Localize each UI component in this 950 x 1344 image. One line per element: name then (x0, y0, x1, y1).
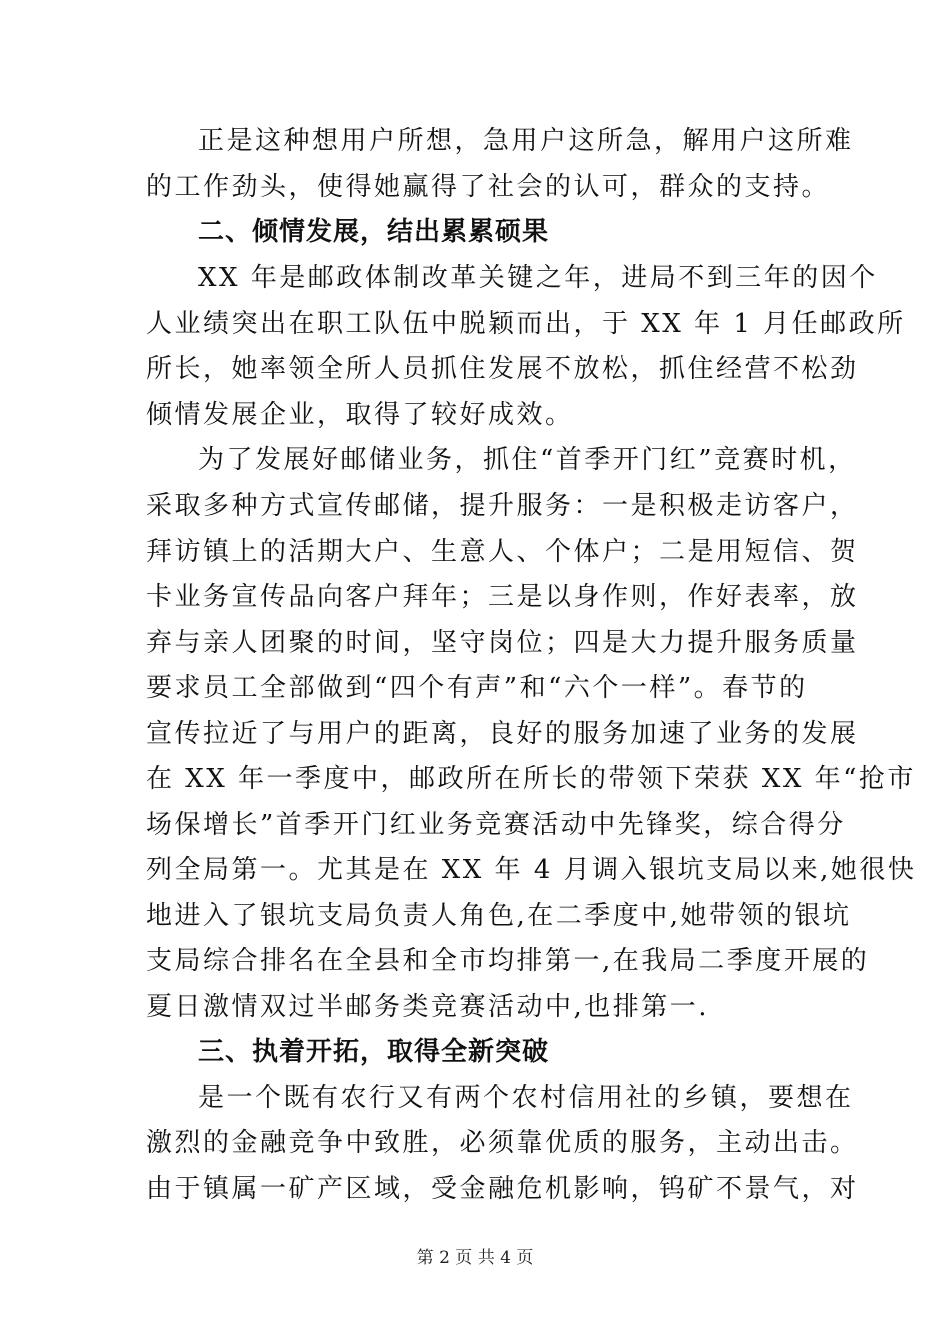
section-heading-2: 二、倾情发展，结出累累硕果 (198, 217, 550, 247)
paragraph-2-line-4: 倾情发展企业，取得了较好成效。 (146, 400, 574, 430)
paragraph-3-line-6: 要求员工全部做到“四个有声”和“六个一样”。春节的 (146, 673, 808, 703)
paragraph-3-line-12: 支局综合排名在全县和全市均排第一,在我局二季度开展的 (146, 946, 870, 976)
paragraph-3-line-1: 为了发展好邮储业务，抓住“首季开门红”竞赛时机， (198, 445, 857, 475)
paragraph-3-line-8: 在 XX 年一季度中，邮政所在所长的带领下荣获 XX 年“抢市 (146, 764, 916, 794)
paragraph-4-line-2: 激烈的金融竞争中致胜，必须靠优质的服务，主动出击。 (146, 1128, 859, 1158)
paragraph-3-line-9: 场保增长”首季开门红业务竞赛活动中先锋奖，综合得分 (146, 810, 846, 840)
paragraph-2-line-1: XX 年是邮政体制改革关键之年，进局不到三年的因个 (198, 263, 878, 293)
paragraph-4-line-1: 是一个既有农行又有两个农村信用社的乡镇，要想在 (198, 1083, 854, 1113)
paragraph-3-line-10: 列全局第一。尤其是在 XX 年 4 月调入银坑支局以来,她很快 (146, 855, 917, 885)
paragraph-3-line-2: 采取多种方式宣传邮储，提升服务：一是积极走访客户， (146, 491, 859, 521)
section-heading-3: 三、执着开拓，取得全新突破 (198, 1037, 550, 1067)
paragraph-3-line-4: 卡业务宣传品向客户拜年；三是以身作则，作好表率，放 (146, 582, 859, 612)
paragraph-3-line-7: 宣传拉近了与用户的距离，良好的服务加速了业务的发展 (146, 719, 859, 749)
paragraph-3-line-11: 地进入了银坑支局负责人角色,在二季度中,她带领的银坑 (146, 901, 852, 931)
paragraph-2-line-2: 人业绩突出在职工队伍中脱颖而出，于 XX 年 1 月任邮政所 (146, 309, 906, 339)
paragraph-3-line-13: 夏日激情双过半邮务类竞赛活动中,也排第一. (146, 992, 710, 1022)
paragraph-4-line-3: 由于镇属一矿产区域，受金融危机影响，钨矿不景气，对 (146, 1174, 859, 1204)
paragraph-2-line-3: 所长，她率领全所人员抓住发展不放松，抓住经营不松劲 (146, 354, 859, 384)
paragraph-3-line-3: 拜访镇上的活期大户、生意人、个体户；二是用短信、贺 (146, 537, 859, 567)
page-footer: 第 2 页 共 4 页 (416, 1248, 534, 1268)
paragraph-3-line-5: 弃与亲人团聚的时间，坚守岗位；四是大力提升服务质量 (146, 628, 859, 658)
paragraph-1-line-2: 的工作劲头，使得她赢得了社会的认可，群众的支持。 (146, 172, 831, 202)
paragraph-1-line-1: 正是这种想用户所想，急用户这所急，解用户这所难 (198, 126, 854, 156)
